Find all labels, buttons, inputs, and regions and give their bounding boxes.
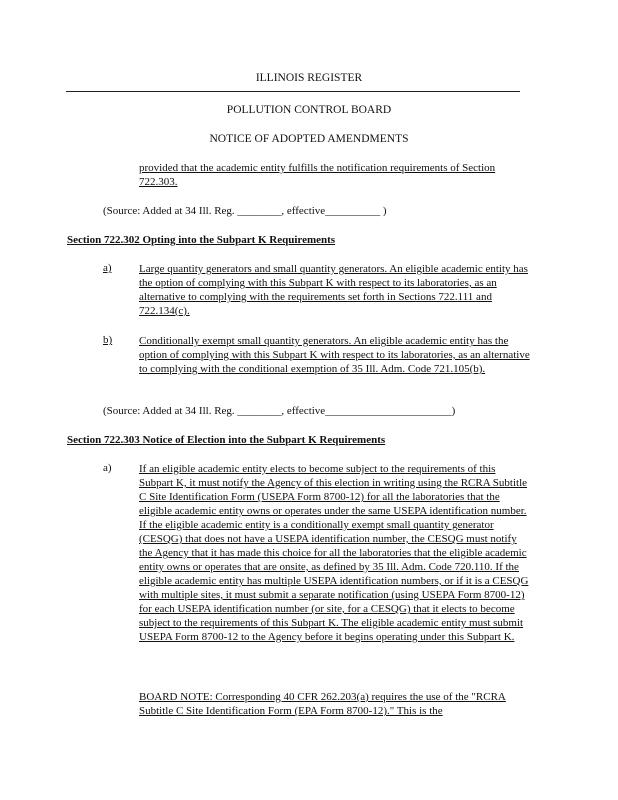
section-303-a-label: a) [103,462,112,474]
section-302-b-text: Conditionally exempt small quantity generators. An eligible academic entity has the option of complying with this Subpart K with respect to its laboratories, as an alternative to complying with the conditional exemption of 35 Ill. Adm. Code 721.105(b). [139,335,530,375]
section-722-302-heading: Section 722.302 Opting into the Subpart K Requirements [67,234,336,246]
source-note-2: (Source: Added at 34 Ill. Reg. ________, effective_______________________) [103,405,456,417]
board-name: POLLUTION CONTROL BOARD [226,104,392,116]
section-302-a-text: Large quantity generators and small quantity generators. An eligible academic entity has the option of complying with this Subpart K with respect to its laboratories, as an alternative to complying with the requirements set forth in Sections 722.111 and 722.134(c). [139,263,528,317]
section-302-a-label: a) [103,262,112,274]
section-303-a-text: If an eligible academic entity elects to become subject to the requirements of this Subpart K, it must notify the Agency of this election in writing using the RCRA Subtitle C Site Identification Form (USEPA Form 8700-12) for all the laboratories that the eligible academic entity owns or operates under the same USEPA identification number. If the eligible academic entity is a conditionally exempt small quantity generator (CESQG) that does not have a USEPA identification number, the CESQG must notify the Agency that it has made this choice for all the laboratories that the eligible academic entity owns or operates that are onsite, as defined by 35 Ill. Adm. Code 720.110. If the eligible academic entity has multiple USEPA identification numbers, or if it is a CESQG with multiple sites, it must submit a separate notification (using USEPA Form 8700-12) for each USEPA identification number (or site, for a CESQG) that it elects to become subject to the requirements of this Subpart K. The eligible academic entity must submit USEPA Form 8700-12 to the Agency before it begins operating under this Subpart K. [139,463,529,643]
source-note-1: (Source: Added at 34 Ill. Reg. ________, effective__________ ) [103,205,387,217]
section-302-b-label: b) [103,334,113,346]
notice-title: NOTICE OF ADOPTED AMENDMENTS [209,133,409,145]
header-rule [66,91,520,92]
board-note: BOARD NOTE: Corresponding 40 CFR 262.203(a) requires the use of the "RCRA Subtitle C Site Identification Form (EPA Form 8700-12)." This is the [139,691,506,717]
register-title: ILLINOIS REGISTER [255,72,363,84]
continued-paragraph: provided that the academic entity fulfills the notification requirements of Section 722.303. [139,162,496,188]
section-722-303-heading: Section 722.303 Notice of Election into the Subpart K Requirements [67,434,386,446]
